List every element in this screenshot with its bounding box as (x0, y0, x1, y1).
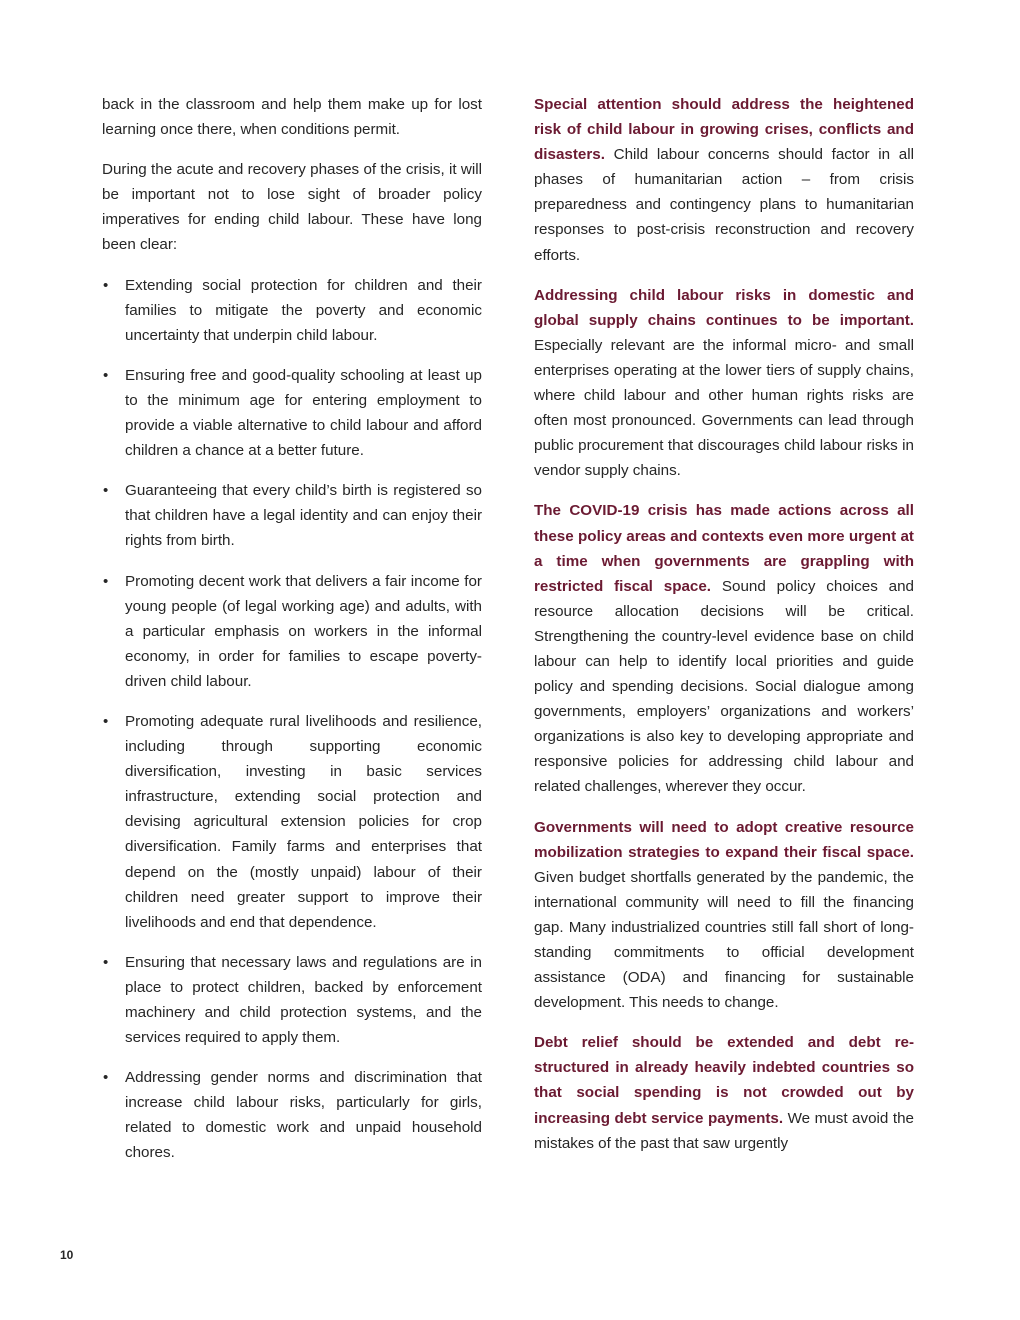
bullet-icon: • (103, 366, 109, 384)
body-text: We must avoid the mistakes of the past that saw urgently (534, 1109, 914, 1152)
right-column (534, 92, 914, 1171)
list-item (102, 709, 482, 935)
list-item (102, 478, 482, 553)
body-text: Given budget shortfalls generated by the pandemic, the international community will need to fill the financing gap. Many industrialized countries still fall short of long-standing commitments to official development assistance (ODA) and financing for sustainable development. This needs to change. (534, 868, 914, 1012)
paragraph-policy-imperatives: During the acute and recovery phases of the crisis, it will be important not to lose sight of broader policy imperatives for ending child labour. These have long been clear: (102, 161, 482, 254)
paragraph-covid (534, 498, 914, 799)
bullet-icon: • (103, 712, 109, 730)
list-item-text: Promoting adequate rural livelihoods and resilience, including through supporting economic diversification, investing in basic services infrastructure, extending social protection and devising agricultural extension policies for crop diversification. Family farms and enterprises that depend on the (mostly unpaid) labour of their children need greater support to improve their livelihoods and end that dependence. (125, 712, 482, 931)
list-item-text: Extending social protection for children and their families to mitigate the poverty and economic uncertainty that underpin child labour. (125, 276, 482, 344)
body-text: Sound policy choices and resource allocation decisions will be critical. Strengthening the country-level evidence base on child labour can help to identify local priorities and guide policy and spending decisions. Social dialogue among governments, employers’ organizations and workers’ organizations is also key to developing appropriate and responsive policies for addressing child labour and related challenges, wherever they occur. (534, 577, 914, 796)
list-item (102, 569, 482, 694)
bullet-icon: • (103, 482, 109, 500)
body-text: Especially relevant are the informal micro- and small enterprises operating at the lower tiers of supply chains, where child labour and other human rights risks are often most pronounced. Governments can lead through public procurement that discourages child labour risks in vendor supply chains. (534, 336, 914, 480)
paragraph-debt-relief (534, 1030, 914, 1155)
paragraph-humanitarian (534, 92, 914, 268)
list-item (102, 363, 482, 463)
page-number: 10 (60, 1248, 74, 1262)
lead-sentence: Debt relief should be extended and debt re-structured in already heavily indebted countries so that social spending is not crowded out by increasing debt service payments. (534, 1034, 914, 1127)
list-item-text: Ensuring that necessary laws and regulations are in place to protect children, backed by enforcement machinery and child protection systems, and the services required to apply them. (125, 953, 482, 1047)
lead-sentence: Governments will need to adopt creative resource mobilization strategies to expand their fiscal space. (534, 818, 914, 861)
paragraph-fiscal-space (534, 815, 914, 1016)
left-column (102, 92, 482, 1181)
list-item-text: Addressing gender norms and discrimination that increase child labour risks, particularly for girls, related to domestic work and unpaid household chores. (125, 1069, 482, 1162)
list-item (102, 1065, 482, 1165)
bullet-icon: • (103, 953, 109, 971)
list-item-text: Ensuring free and good-quality schooling at least up to the minimum age for entering employment to provide a viable alternative to child labour and afford children a chance at a better future. (125, 366, 482, 460)
bullet-icon: • (103, 572, 109, 590)
list-item (102, 273, 482, 348)
policy-bullet-list (102, 273, 482, 1166)
lead-sentence: Special attention should address the heightened risk of child labour in growing crises, conflicts and disasters. (534, 96, 914, 164)
list-item-text: Guaranteeing that every child’s birth is registered so that children have a legal identity and can enjoy their rights from birth. (125, 482, 482, 550)
bullet-icon: • (103, 276, 109, 294)
paragraph-supply-chains (534, 283, 914, 484)
lead-sentence: The COVID-19 crisis has made actions across all these policy areas and contexts even more urgent at a time when governments are grappling with restricted fiscal space. (534, 502, 914, 595)
body-text: Child labour concerns should factor in all phases of humanitarian action – from crisis preparedness and contingency plans to humanitarian responses to post-crisis reconstruction and recovery efforts. (534, 146, 914, 264)
list-item (102, 950, 482, 1050)
lead-sentence: Addressing child labour risks in domestic and global supply chains continues to be important. (534, 286, 914, 329)
bullet-icon: • (103, 1069, 109, 1087)
list-item-text: Promoting decent work that delivers a fair income for young people (of legal working age) and adults, with a particular emphasis on workers in the informal economy, in order for families to escape poverty-driven child labour. (125, 572, 482, 690)
paragraph-classroom: back in the classroom and help them make up for lost learning once there, when conditions permit. (102, 96, 482, 139)
